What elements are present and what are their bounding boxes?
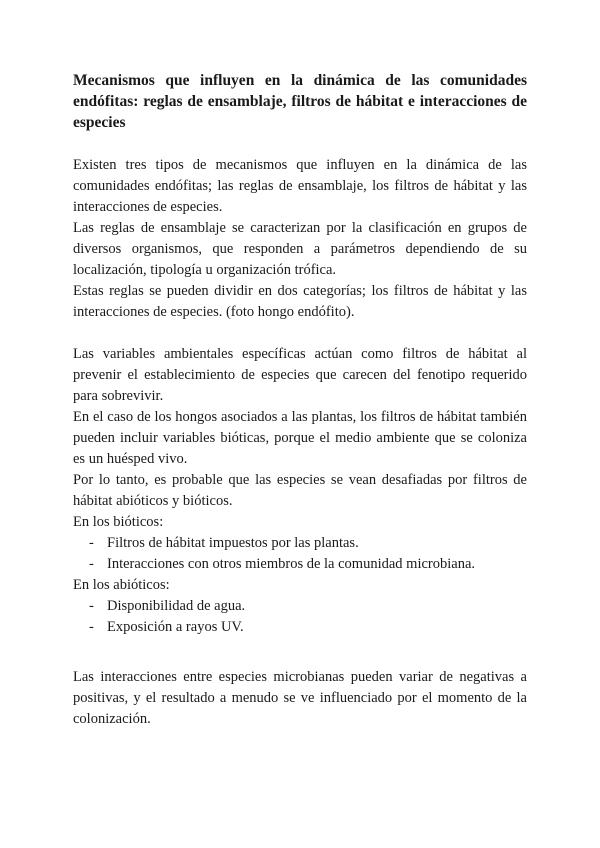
paragraph-spacer — [73, 659, 527, 667]
document-title: Mecanismos que influyen en la dinámica de las comunidades endófitas: reglas de ensamblaje, filtros de hábitat e interacciones de especies — [73, 72, 527, 131]
paragraph-challenged-species: Por lo tanto, es probable que las especies se vean desafiadas por filtros de hábitat abióticos y bióticos. — [73, 472, 527, 509]
list-dash: - — [89, 556, 94, 572]
paragraph-rule-categories: Estas reglas se pueden dividir en dos categorías; los filtros de hábitat y las interacciones de especies. (foto hongo endófito). — [73, 283, 527, 320]
paragraph-spacer — [73, 323, 527, 344]
paragraph-microbial-interactions: Las interacciones entre especies microbianas pueden variar de negativas a positivas, y el resultado a menudo se ve influenciado por el momento de la colonización. — [73, 669, 527, 727]
abioticos-heading: En los abióticos: — [73, 577, 170, 593]
list-item: - Disponibilidad de agua. — [73, 596, 527, 617]
paragraph-mechanisms-intro: Existen tres tipos de mecanismos que influyen en la dinámica de las comunidades endófitas; las reglas de ensamblaje, los filtros de hábitat y las interacciones de especies. — [73, 157, 527, 215]
list-item: - Filtros de hábitat impuestos por las plantas. — [73, 533, 527, 554]
list-dash: - — [89, 598, 94, 614]
paragraph-assembly-rules: Las reglas de ensamblaje se caracterizan por la clasificación en grupos de diversos organismos, que responden a parámetros dependiendo de su localización, tipología u organización trófica. — [73, 220, 527, 278]
bioticos-heading: En los bióticos: — [73, 514, 164, 530]
list-dash: - — [89, 535, 94, 551]
paragraph-spacer — [73, 638, 527, 659]
document-page — [73, 70, 527, 730]
bioticos-list — [73, 533, 527, 575]
list-dash: - — [89, 619, 94, 635]
paragraph-environmental-variables: Las variables ambientales específicas actúan como filtros de hábitat al prevenir el establecimiento de especies que carecen del fenotipo requerido para sobrevivir. — [73, 346, 527, 404]
list-item: - Exposición a rayos UV. — [73, 617, 527, 638]
list-item: - Interacciones con otros miembros de la comunidad microbiana. — [73, 554, 527, 575]
abioticos-list — [73, 596, 527, 638]
paragraph-fungi-plants: En el caso de los hongos asociados a las plantas, los filtros de hábitat también pueden incluir variables bióticas, porque el medio ambiente que se coloniza es un huésped vivo. — [73, 409, 527, 467]
